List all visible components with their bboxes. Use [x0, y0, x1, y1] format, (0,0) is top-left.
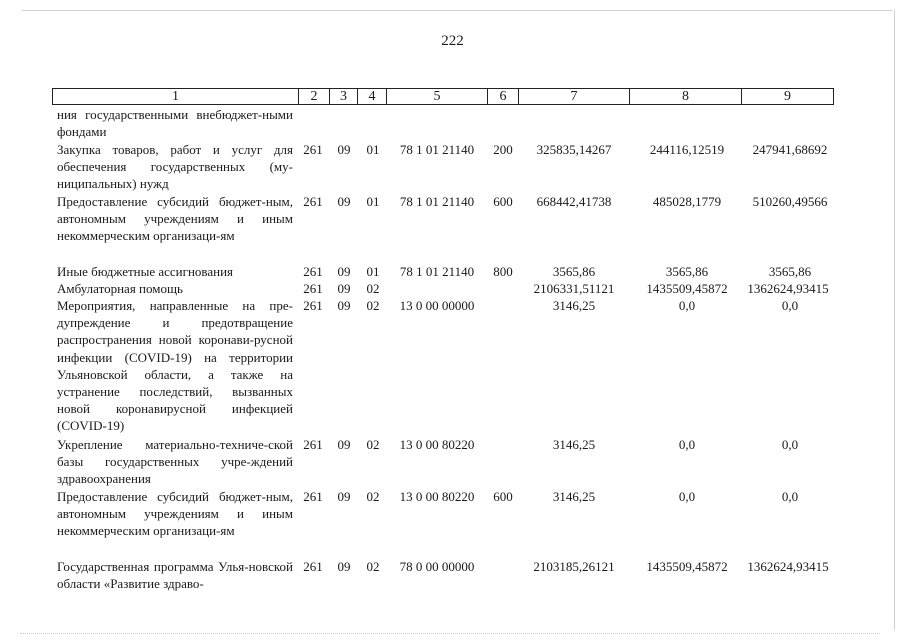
cell-amount-7: 2106331,51121 [533, 281, 615, 296]
table-header [52, 88, 834, 105]
cell-section: 09 [337, 194, 351, 209]
cell-target-article: 13 0 00 80220 [399, 489, 475, 504]
cell-subsection: 01 [366, 264, 380, 279]
cell-amount-9: 0,0 [781, 298, 799, 313]
cell-ministry: 261 [303, 437, 323, 452]
cell-subsection: 02 [366, 437, 380, 452]
cell-amount-7: 2103185,26121 [533, 559, 615, 574]
cell-amount-7: 3146,25 [552, 489, 596, 504]
cell-expense-type: 600 [493, 194, 513, 209]
cell-amount-7: 3146,25 [552, 298, 596, 313]
cell-section: 09 [337, 298, 351, 313]
cell-expense-type: 800 [493, 264, 513, 279]
cell-target-article: 78 1 01 21140 [399, 264, 475, 279]
header-cell-1: 1 [53, 89, 299, 104]
row-name: ния государственными внебюджет-ными фондами [57, 107, 293, 140]
cell-expense-type: 200 [493, 142, 513, 157]
cell-amount-7: 325835,14267 [536, 142, 612, 157]
cell-section: 09 [337, 281, 351, 296]
row-name: Предоставление субсидий бюджет-ным, автономным учреждениям и иным некоммерческим организаци-ям [57, 194, 293, 244]
cell-amount-7: 3565,86 [552, 264, 596, 279]
row-name: Амбулаторная помощь [57, 281, 183, 296]
cell-subsection: 01 [366, 142, 380, 157]
cell-section: 09 [337, 559, 351, 574]
header-cell-6: 6 [488, 89, 519, 104]
cell-section: 09 [337, 437, 351, 452]
cell-amount-7: 668442,41738 [536, 194, 612, 209]
cell-subsection: 02 [366, 559, 380, 574]
cell-subsection: 02 [366, 298, 380, 313]
row-name: Укрепление материально-техниче-ской базы государственных учре-ждений здравоохранения [57, 437, 293, 487]
cell-amount-8: 0,0 [678, 437, 696, 452]
row-name: Государственная программа Улья-новской области «Развитие здраво- [57, 559, 293, 592]
cell-amount-9: 0,0 [781, 437, 799, 452]
cell-expense-type: 600 [493, 489, 513, 504]
cell-target-article: 78 1 01 21140 [399, 194, 475, 209]
cell-ministry: 261 [303, 142, 323, 157]
cell-amount-7: 3146,25 [552, 437, 596, 452]
row-name: Закупка товаров, работ и услуг для обеспечения государственных (му-ниципальных) нужд [57, 142, 293, 192]
cell-amount-8: 0,0 [678, 298, 696, 313]
cell-section: 09 [337, 264, 351, 279]
page-edge-right [894, 10, 895, 630]
cell-ministry: 261 [303, 559, 323, 574]
cell-target-article: 78 0 00 00000 [399, 559, 475, 574]
cell-amount-9: 3565,86 [768, 264, 812, 279]
scan-edge-bottom [20, 633, 880, 634]
cell-target-article: 78 1 01 21140 [399, 142, 475, 157]
row-name: Предоставление субсидий бюджет-ным, автономным учреждениям и иным некоммерческим организаци-ям [57, 489, 293, 539]
header-cell-3: 3 [330, 89, 358, 104]
cell-amount-8: 1435509,45872 [646, 559, 728, 574]
cell-amount-9: 1362624,93415 [747, 281, 829, 296]
header-cell-8: 8 [630, 89, 742, 104]
header-cell-5: 5 [387, 89, 488, 104]
page-number: 222 [441, 33, 464, 49]
cell-amount-8: 244116,12519 [649, 142, 725, 157]
cell-ministry: 261 [303, 281, 323, 296]
cell-ministry: 261 [303, 489, 323, 504]
cell-subsection: 01 [366, 194, 380, 209]
cell-amount-8: 3565,86 [665, 264, 709, 279]
cell-amount-8: 485028,1779 [652, 194, 722, 209]
header-cell-4: 4 [358, 89, 387, 104]
cell-amount-9: 0,0 [781, 489, 799, 504]
cell-amount-8: 0,0 [678, 489, 696, 504]
cell-subsection: 02 [366, 281, 380, 296]
cell-section: 09 [337, 142, 351, 157]
header-cell-2: 2 [299, 89, 330, 104]
cell-target-article: 13 0 00 00000 [399, 298, 475, 313]
cell-amount-9: 247941,68692 [752, 142, 828, 157]
cell-target-article: 13 0 00 80220 [399, 437, 475, 452]
page-edge-top [22, 10, 892, 11]
cell-amount-9: 1362624,93415 [747, 559, 829, 574]
row-name: Иные бюджетные ассигнования [57, 264, 234, 279]
cell-section: 09 [337, 489, 351, 504]
cell-ministry: 261 [303, 298, 323, 313]
row-name: Мероприятия, направленные на пре-дупреждение и предотвращение распространения новой коронави-русной инфекции (COVID-19) на территории Ульяновской области, а также на устранение последствий, вызванных новой коронавирусной инфекцией (COVID-19) [57, 298, 293, 434]
cell-ministry: 261 [303, 264, 323, 279]
cell-amount-9: 510260,49566 [752, 194, 828, 209]
cell-subsection: 02 [366, 489, 380, 504]
header-cell-7: 7 [519, 89, 630, 104]
cell-amount-8: 1435509,45872 [646, 281, 728, 296]
cell-ministry: 261 [303, 194, 323, 209]
header-cell-9: 9 [784, 89, 791, 104]
